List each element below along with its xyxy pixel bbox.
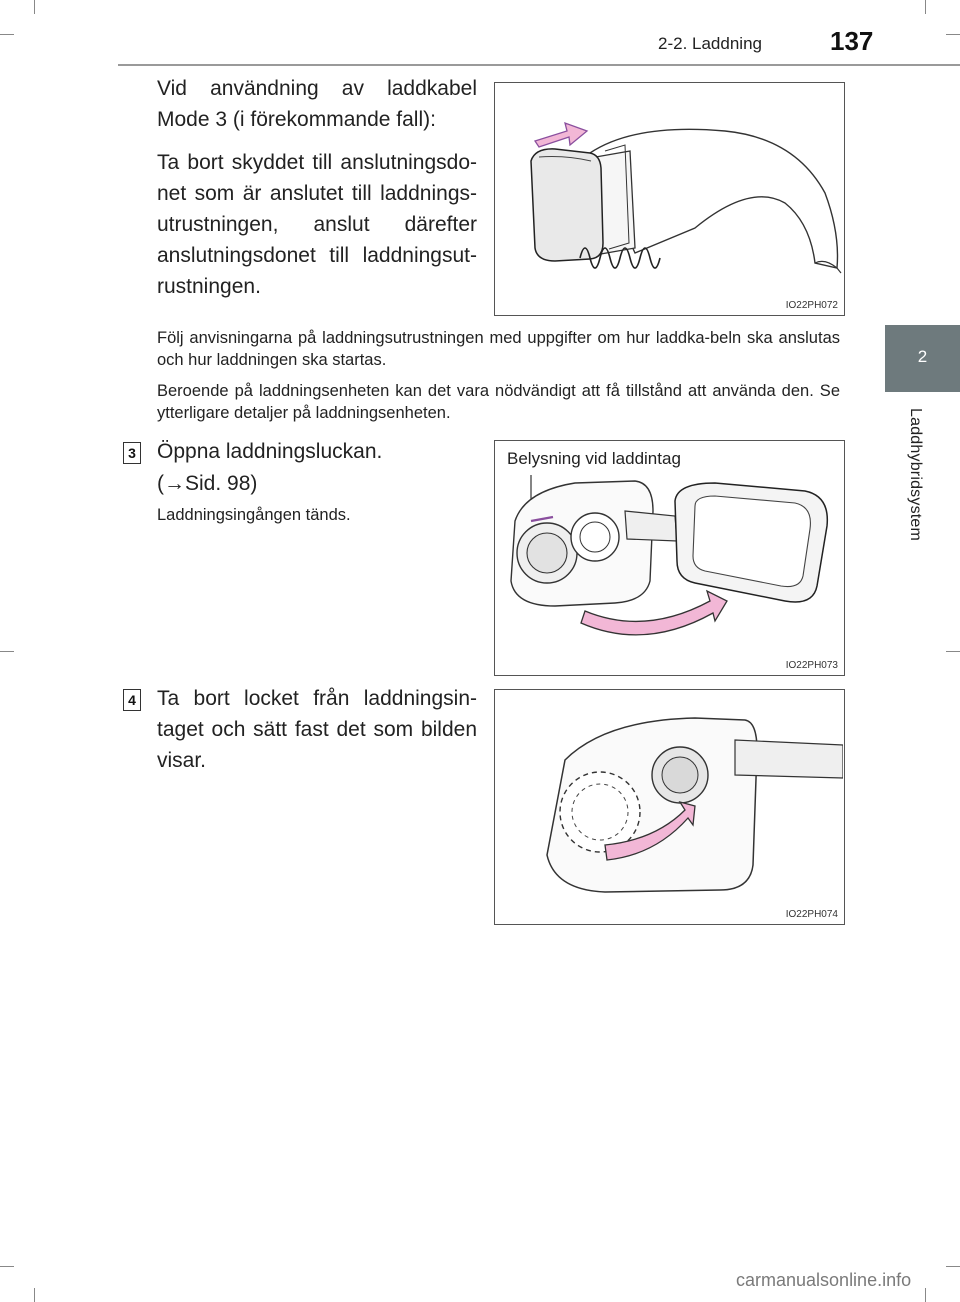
crop-mark [34, 1288, 35, 1302]
crop-mark [0, 34, 14, 35]
figure-code: IO22PH073 [785, 660, 838, 671]
crop-mark [34, 0, 35, 14]
figure-cap-attached [494, 689, 845, 925]
crop-mark [0, 1266, 14, 1267]
figure-charging-lid [494, 440, 845, 676]
chapter-number: 2 [917, 347, 928, 366]
step3-reference[interactable]: (→Sid. 98) [157, 472, 258, 495]
chapter-tab[interactable] [885, 325, 960, 392]
crop-mark [925, 0, 926, 14]
page-number: 137 [830, 26, 874, 56]
mode3-heading: Vid användning av laddkabel Mode 3 (i förekommande fall): [157, 77, 477, 131]
crop-mark [0, 651, 14, 652]
section-title: 2-2. Laddning [658, 34, 762, 53]
watermark: carmanualsonline.info [736, 1270, 912, 1290]
cap-attach-illustration [495, 690, 843, 923]
crop-mark [946, 1266, 960, 1267]
connector-illustration [495, 83, 843, 314]
figure-code: IO22PH074 [785, 909, 838, 920]
charging-lid-illustration [495, 441, 843, 674]
step4-text: Ta bort locket från laddningsin-taget och sätt fast det som bilden visar. [157, 687, 477, 772]
crop-mark [946, 34, 960, 35]
note-charging-instructions: Följ anvisningarna på laddningsutrustningen med uppgifter om hur laddka-beln ska anslutas och hur laddningen ska startas. [157, 329, 840, 369]
lighting-callout-label: Belysning vid laddintag [507, 449, 681, 468]
header-rule [118, 64, 960, 66]
crop-mark [946, 651, 960, 652]
step-number-badge: 3 [123, 442, 141, 464]
chapter-label: Laddhybridsystem [907, 408, 924, 542]
note-permission: Beroende på laddningsenheten kan det vara nödvändigt att få tillstånd att använda den. Se ytterligare detaljer på laddningsenheten. [157, 382, 840, 422]
step-number-badge: 4 [123, 689, 141, 711]
figure-connector-cap [494, 82, 845, 316]
crop-mark [925, 1288, 926, 1302]
step3-title: Öppna laddningsluckan. [157, 440, 383, 463]
step3-note: Laddningsingången tänds. [157, 506, 351, 524]
figure-code: IO22PH072 [785, 300, 838, 311]
mode3-body: Ta bort skyddet till anslutningsdo-net som är anslutet till laddnings-utrustningen, anslut därefter anslutningsdonet till laddningsut-rustningen. [157, 151, 477, 298]
